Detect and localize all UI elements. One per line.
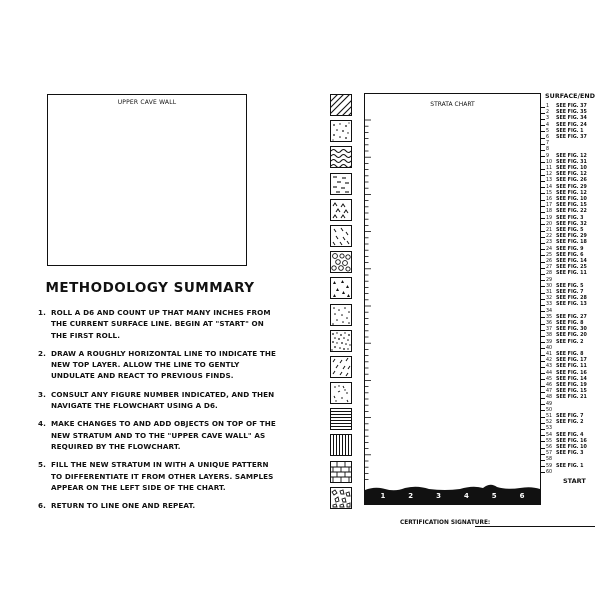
scale-tick	[541, 429, 545, 430]
figure-reference: SEE FIG. 9	[556, 246, 584, 252]
pattern-sample-waves	[330, 146, 352, 168]
line-number: 40	[546, 345, 553, 351]
pattern-sample-bricks	[330, 461, 352, 483]
figure-reference: SEE FIG. 11	[556, 364, 587, 370]
step-text: MAKE CHANGES TO AND ADD OBJECTS ON TOP OF THE NEW STRATUM AND TO THE "UPPER CAVE WALL" AS REQUIRED BY THE FLOWCHART.	[51, 419, 276, 451]
scale-tick	[541, 472, 545, 473]
step-number: 1.	[38, 308, 46, 317]
line-number: 43	[546, 364, 553, 370]
line-number: 35	[546, 314, 553, 320]
figure-reference: SEE FIG. 16	[556, 370, 587, 376]
scale-tick	[541, 441, 545, 442]
figure-reference: SEE FIG. 29	[556, 184, 587, 190]
strata-chart-title: STRATA CHART	[430, 101, 475, 108]
line-number: 33	[546, 302, 553, 308]
ground-number: 5	[491, 492, 497, 500]
line-number: 26	[546, 259, 553, 264]
step-text: DRAW A ROUGHLY HORIZONTAL LINE TO INDICATE THE NEW TOP LAYER. ALLOW THE LINE TO GENTLY UNDULATE AND REACT TO PREVIOUS FINDS.	[51, 348, 277, 381]
line-number: 54	[546, 432, 553, 438]
surface-end-label: SURFACE/END	[545, 93, 596, 100]
line-number: 4	[546, 122, 550, 128]
line-number: 53	[546, 426, 553, 432]
line-number: 5	[546, 128, 550, 134]
line-number: 27	[546, 265, 553, 271]
scale-tick	[541, 237, 545, 238]
line-number: 18	[546, 209, 553, 215]
methodology-step	[38, 307, 278, 341]
figure-reference: SEE FIG. 16	[556, 438, 587, 444]
ground-number: 1	[380, 492, 386, 500]
line-number: 51	[546, 414, 553, 419]
scale-tick	[541, 466, 545, 467]
scale-tick	[541, 367, 545, 368]
line-number: 22	[546, 234, 553, 240]
line-number: 6	[546, 135, 550, 140]
ground-number: 3	[436, 492, 441, 500]
line-number: 24	[546, 246, 553, 252]
line-number: 2	[546, 110, 550, 116]
figure-reference: SEE FIG. 21	[556, 395, 587, 401]
line-number: 60	[546, 469, 553, 475]
scale-tick	[541, 144, 545, 145]
line-number: 48	[546, 395, 553, 401]
step-number: 5.	[38, 460, 46, 470]
line-number: 50	[546, 407, 553, 413]
scale-tick	[541, 187, 545, 188]
line-number: 20	[546, 221, 553, 227]
scale-tick	[541, 150, 545, 151]
pattern-sample-scatter	[330, 382, 352, 404]
figure-reference: SEE FIG. 29	[556, 234, 587, 240]
scale-tick	[541, 119, 545, 120]
upper-cave-wall-title: UPPER CAVE WALL	[117, 99, 177, 106]
figure-reference: SEE FIG. 17	[556, 358, 587, 364]
figure-reference: SEE FIG. 10	[556, 445, 587, 450]
pattern-sample-dashes	[330, 173, 352, 195]
scale-tick	[541, 193, 545, 194]
figure-reference: SEE FIG. 5	[556, 228, 584, 233]
scale-tick	[541, 200, 545, 201]
line-number: 38	[546, 333, 553, 339]
figure-reference: SEE FIG. 28	[556, 296, 587, 302]
step-number: 2.	[38, 348, 46, 358]
scale-tick	[541, 305, 545, 306]
ground-number: 6	[519, 492, 525, 500]
scale-tick	[541, 138, 545, 139]
scale-tick	[541, 435, 545, 436]
figure-reference: SEE FIG. 8	[556, 352, 584, 357]
scale-tick	[541, 386, 545, 387]
line-number: 13	[546, 178, 553, 184]
line-number: 34	[546, 308, 553, 314]
certification-signature-label: CERTIFICATION SIGNATURE:	[400, 520, 491, 526]
scale-tick	[541, 342, 545, 343]
line-number: 16	[546, 197, 553, 202]
step-number: 3.	[38, 389, 46, 399]
pattern-sample-triangles	[330, 277, 352, 299]
figure-reference: SEE FIG. 12	[556, 172, 587, 178]
pattern-sample-carets	[330, 199, 352, 221]
line-number: 41	[546, 352, 553, 357]
scale-tick	[541, 324, 545, 325]
line-number: 10	[546, 159, 553, 165]
methodology-step	[38, 389, 278, 412]
pattern-sample-horizontal-lines	[330, 408, 352, 430]
scale-tick	[541, 330, 545, 331]
scale-tick	[541, 107, 545, 108]
figure-reference: SEE FIG. 4	[556, 432, 584, 438]
scale-tick	[541, 243, 545, 244]
certification-signature-line[interactable]	[475, 526, 595, 527]
figure-reference: SEE FIG. 26	[556, 178, 587, 184]
ground-number-row	[365, 492, 540, 500]
scale-tick	[541, 268, 545, 269]
scale-tick	[541, 162, 545, 163]
line-number: 29	[546, 277, 553, 283]
methodology-step	[38, 418, 278, 452]
line-number: 3	[546, 116, 550, 122]
step-number: 6.	[38, 501, 46, 511]
line-number: 1	[546, 104, 550, 109]
figure-reference: SEE FIG. 22	[556, 209, 587, 215]
figure-reference: SEE FIG. 19	[556, 383, 587, 388]
line-number: 32	[546, 296, 553, 302]
figure-reference: SEE FIG. 18	[556, 240, 587, 246]
pattern-sample-slashes	[330, 356, 352, 378]
line-number: 36	[546, 321, 553, 326]
scale-tick	[541, 125, 545, 126]
figure-reference: SEE FIG. 1	[556, 463, 584, 469]
pattern-sample-gravel	[330, 487, 352, 509]
line-number: 8	[546, 147, 550, 153]
line-number: 15	[546, 190, 553, 196]
line-number: 19	[546, 215, 553, 221]
line-number: 44	[546, 370, 553, 376]
scale-tick	[541, 317, 545, 318]
step-text: RETURN TO LINE ONE AND REPEAT.	[51, 501, 196, 511]
pattern-samples-column	[330, 94, 352, 513]
figure-reference: SEE FIG. 30	[556, 327, 587, 333]
line-number: 59	[546, 463, 553, 469]
line-number: 14	[546, 184, 553, 190]
step-number: 4.	[38, 419, 46, 429]
line-number: 49	[546, 401, 553, 407]
upper-cave-wall-box[interactable]	[47, 94, 247, 266]
line-number: 42	[546, 358, 553, 364]
scale-tick	[541, 417, 545, 418]
line-number: 31	[546, 290, 553, 295]
figure-reference: SEE FIG. 25	[556, 265, 587, 271]
scale-tick	[541, 175, 545, 176]
figure-reference: SEE FIG. 24	[556, 122, 587, 128]
figure-reference: SEE FIG. 12	[556, 153, 587, 159]
figure-reference: SEE FIG. 1	[556, 128, 584, 134]
scale-tick	[541, 249, 545, 250]
figure-reference: SEE FIG. 14	[556, 259, 587, 264]
scale-tick	[541, 336, 545, 337]
figure-reference: SEE FIG. 2	[556, 339, 584, 345]
step-text: ROLL A D6 AND COUNT UP THAT MANY INCHES FROM THE CURRENT SURFACE LINE. BEGIN AT "START" ON THE FIRST ROLL.	[51, 308, 271, 340]
scale-tick	[541, 311, 545, 312]
scale-tick	[541, 355, 545, 356]
figure-reference: SEE FIG. 7	[556, 290, 584, 295]
line-number: 45	[546, 376, 553, 382]
figure-reference: SEE FIG. 35	[556, 110, 587, 116]
scale-tick	[541, 231, 545, 232]
figure-reference: SEE FIG. 10	[556, 166, 587, 171]
line-number: 39	[546, 339, 553, 345]
figure-reference: SEE FIG. 13	[556, 302, 587, 308]
inch-ruler	[365, 118, 371, 484]
scale-tick	[541, 398, 545, 399]
pattern-sample-speckle	[330, 120, 352, 142]
scale-tick	[541, 280, 545, 281]
scale-tick	[541, 206, 545, 207]
scale-tick	[541, 404, 545, 405]
figure-reference: SEE FIG. 10	[556, 197, 587, 202]
scale-tick	[541, 286, 545, 287]
line-number: 12	[546, 172, 553, 178]
pattern-sample-diagonal-lines	[330, 94, 352, 116]
scale-tick	[541, 379, 545, 380]
scale-tick	[541, 448, 545, 449]
line-number: 9	[546, 153, 550, 159]
ground-number: 2	[408, 492, 414, 500]
line-number: 7	[546, 141, 550, 147]
methodology-summary-title: METHODOLOGY SUMMARY	[45, 280, 255, 296]
line-number: 55	[546, 438, 553, 444]
line-number: 25	[546, 252, 553, 258]
scale-tick	[541, 423, 545, 424]
methodology-step	[38, 348, 278, 382]
scale-tick	[541, 299, 545, 300]
pattern-sample-ticks	[330, 225, 352, 247]
line-number: 17	[546, 203, 553, 209]
scale-tick	[541, 224, 545, 225]
scale-tick	[541, 274, 545, 275]
figure-reference: SEE FIG. 2	[556, 420, 584, 426]
methodology-step	[38, 500, 278, 511]
scale-tick	[541, 293, 545, 294]
strata-chart-frame[interactable]	[364, 93, 541, 505]
line-number: 21	[546, 228, 553, 233]
line-number: 46	[546, 383, 553, 388]
scale-tick	[541, 218, 545, 219]
scale-tick	[541, 156, 545, 157]
pattern-sample-dots-grid	[330, 304, 352, 326]
scale-tick	[541, 169, 545, 170]
start-label: START	[563, 477, 586, 485]
methodology-step	[38, 459, 278, 493]
figure-reference: SEE FIG. 37	[556, 135, 587, 140]
scale-tick	[541, 113, 545, 114]
line-number: 47	[546, 389, 553, 395]
scale-tick	[541, 255, 545, 256]
scale-line	[541, 470, 556, 476]
figure-reference: SEE FIG. 15	[556, 203, 587, 209]
figure-reference: SEE FIG. 34	[556, 116, 587, 122]
scale-tick	[541, 373, 545, 374]
cave-floor-ground	[365, 480, 540, 504]
scale-tick	[541, 348, 545, 349]
scale-tick	[541, 212, 545, 213]
figure-reference: SEE FIG. 7	[556, 414, 584, 419]
line-number: 23	[546, 240, 553, 246]
figure-reference: SEE FIG. 6	[556, 252, 584, 258]
pattern-sample-pebbles	[330, 251, 352, 273]
pattern-sample-vertical-lines	[330, 434, 352, 456]
line-number: 58	[546, 457, 553, 463]
figure-reference: SEE FIG. 20	[556, 333, 587, 339]
line-number: 57	[546, 451, 553, 457]
step-text: CONSULT ANY FIGURE NUMBER INDICATED, AND THEN NAVIGATE THE FLOWCHART USING A D6.	[51, 389, 275, 411]
scale-tick	[541, 262, 545, 263]
scale-tick	[541, 460, 545, 461]
pattern-sample-dense-speckle	[330, 330, 352, 352]
figure-reference: SEE FIG. 27	[556, 314, 587, 320]
scale-tick	[541, 454, 545, 455]
scale-tick	[541, 181, 545, 182]
figure-reference: SEE FIG. 15	[556, 389, 587, 395]
figure-reference: SEE FIG. 32	[556, 221, 587, 227]
line-number: 37	[546, 327, 553, 333]
line-number: 30	[546, 283, 553, 289]
ground-number: 4	[463, 492, 469, 500]
scale-tick	[541, 392, 545, 393]
figure-reference: SEE FIG. 5	[556, 283, 584, 289]
scale-tick	[541, 131, 545, 132]
figure-reference: SEE FIG. 8	[556, 321, 584, 326]
figure-reference: SEE FIG. 11	[556, 271, 587, 277]
figure-reference: SEE FIG. 3	[556, 215, 584, 221]
line-number: 56	[546, 445, 553, 450]
line-number: 52	[546, 420, 553, 426]
line-number: 11	[546, 166, 553, 171]
figure-reference: SEE FIG. 12	[556, 190, 587, 196]
scale-tick	[541, 361, 545, 362]
methodology-steps-list	[38, 307, 278, 518]
figure-reference: SEE FIG. 31	[556, 159, 587, 165]
scale-tick	[541, 410, 545, 411]
line-number: 28	[546, 271, 553, 277]
step-text: FILL THE NEW STRATUM IN WITH A UNIQUE PATTERN TO DIFFERENTIATE IT FROM OTHER LAYERS. SAMPLES APPEAR ON THE LEFT SIDE OF THE CHART.	[51, 460, 274, 492]
figure-reference: SEE FIG. 14	[556, 376, 587, 382]
figure-reference: SEE FIG. 3	[556, 451, 584, 457]
figure-reference: SEE FIG. 37	[556, 104, 587, 109]
